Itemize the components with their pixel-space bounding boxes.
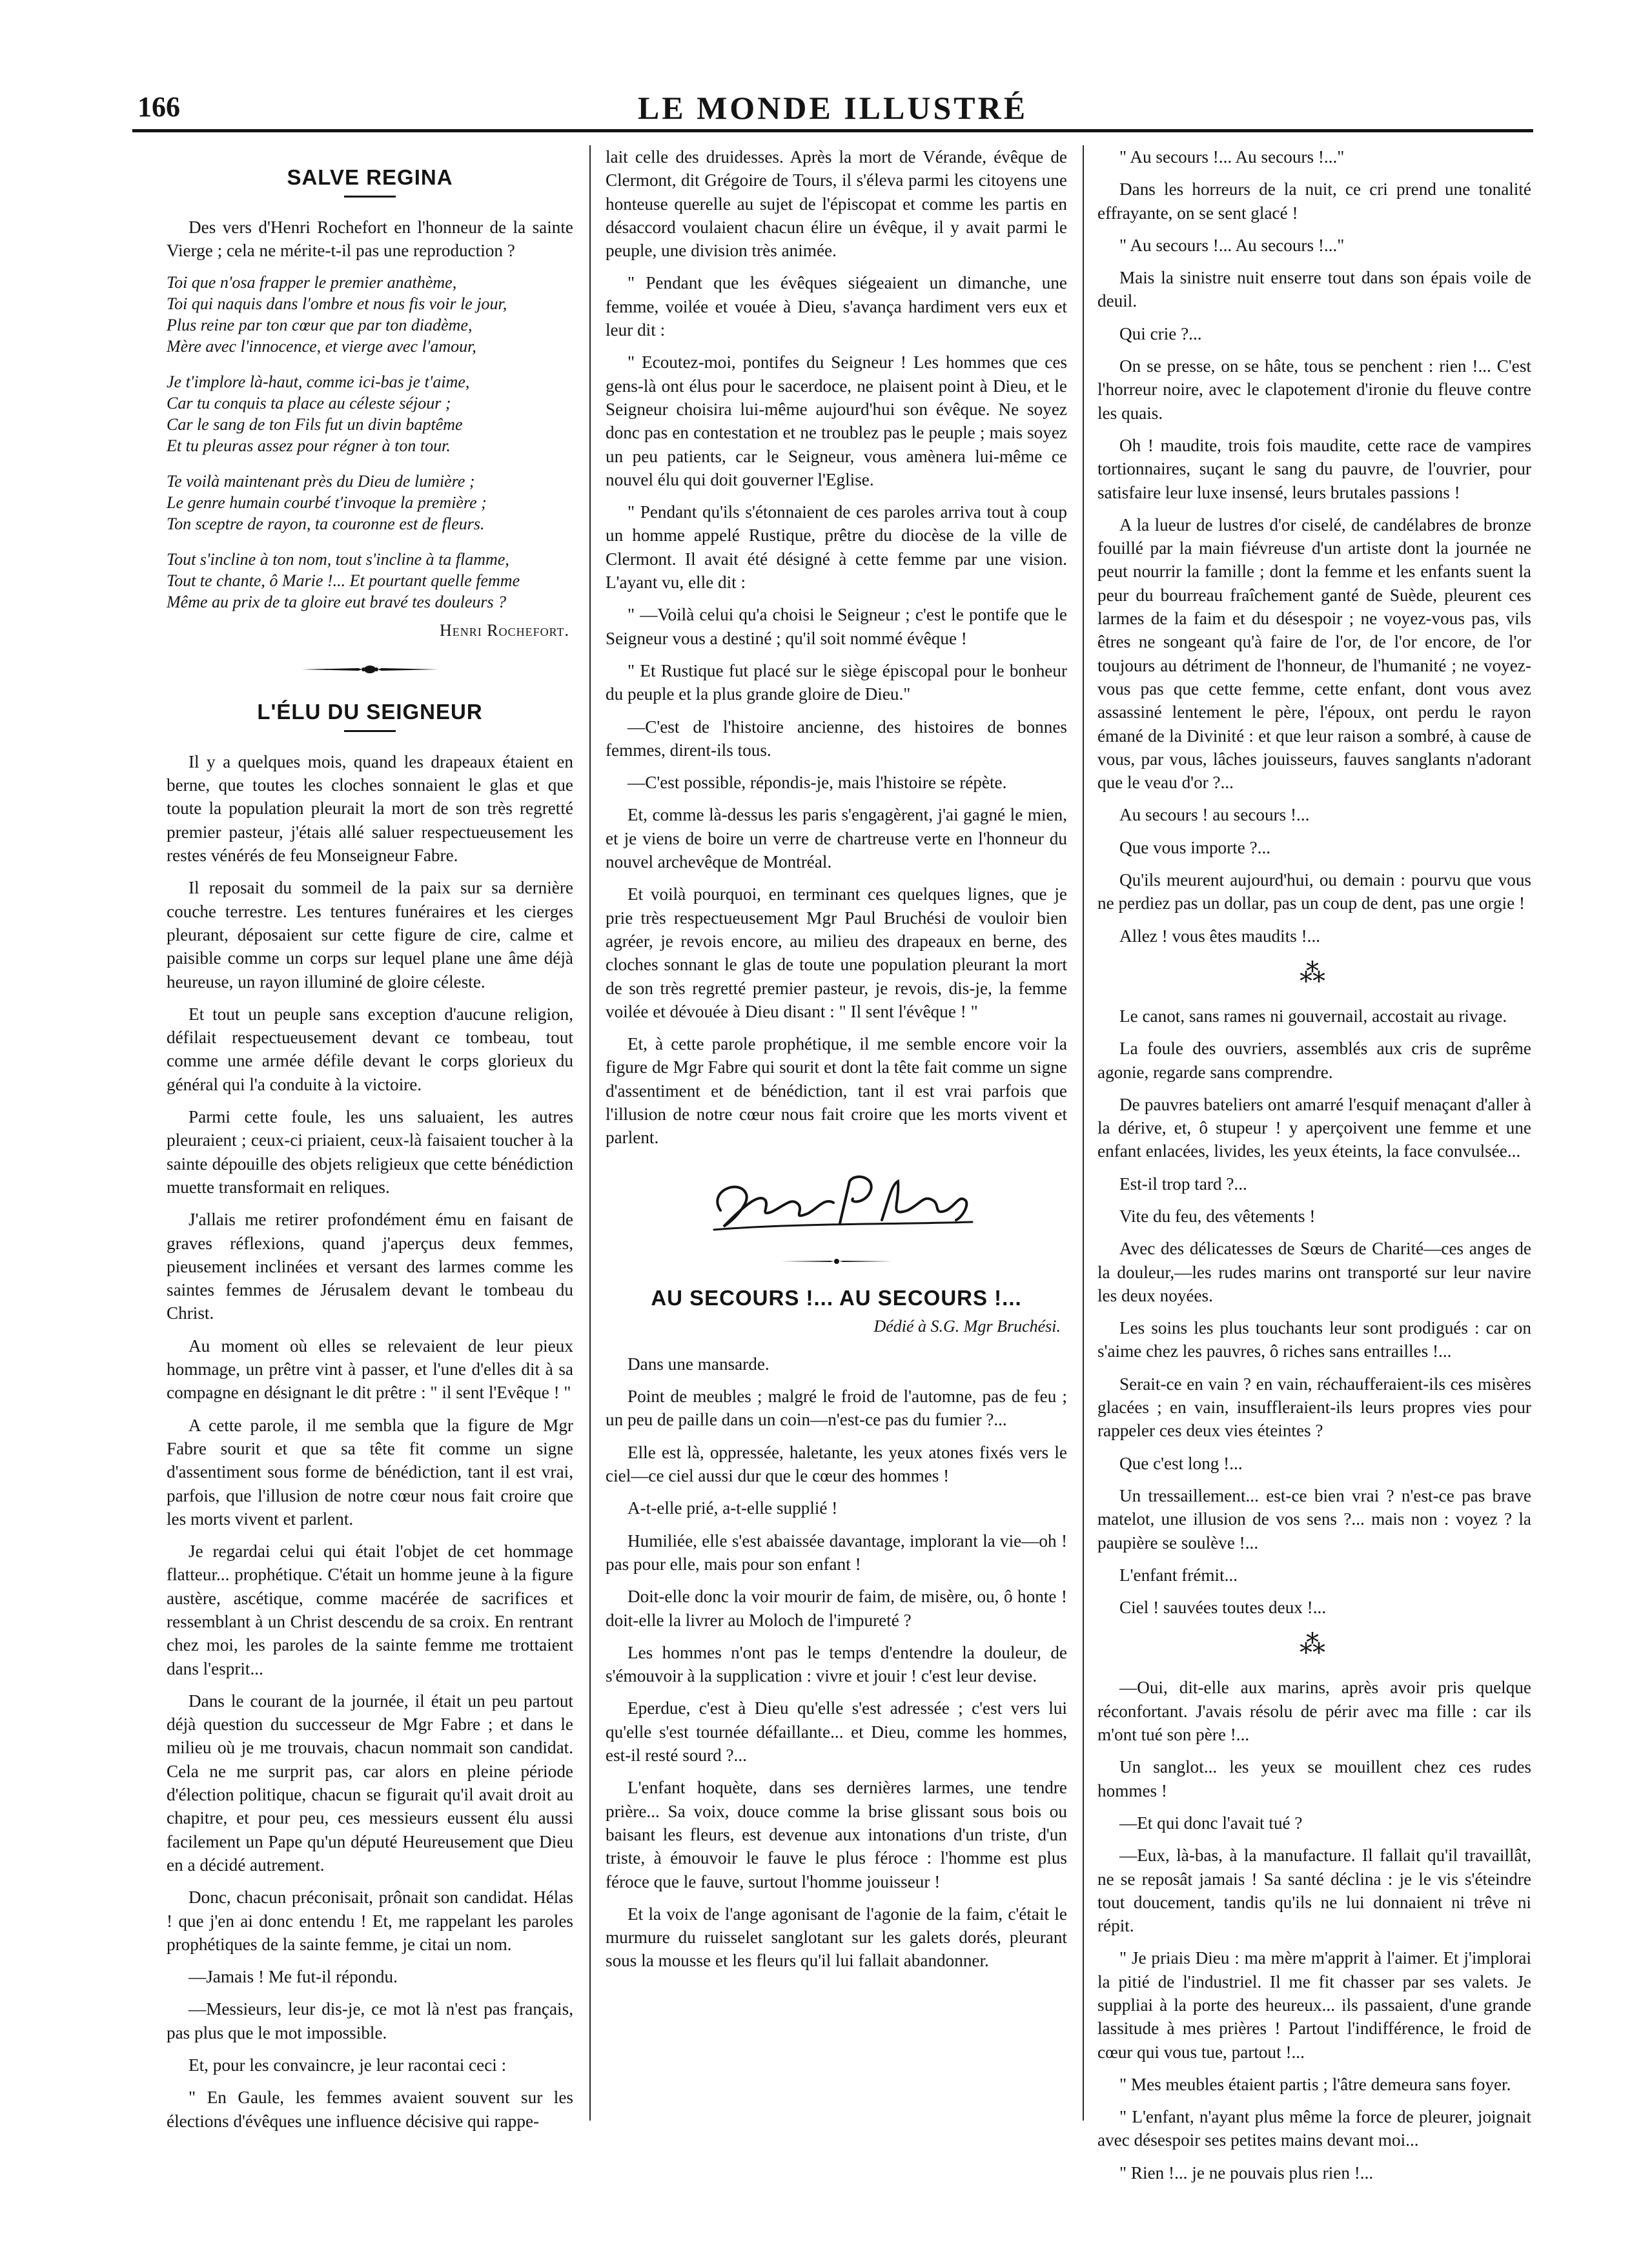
paragraph: Au moment où elles se relevaient de leur pieux hommage, un prêtre vint à passer, et l'une d'elles dit à sa compagne en désignant le dit prêtre : " il sent l'Evêque ! ": [167, 1336, 573, 1403]
paragraph: Dans une mansarde.: [627, 1354, 770, 1374]
paragraph: Doit-elle donc la voir mourir de faim, de misère, ou, ô honte ! doit-elle la livrer au Moloch de l'impureté ?: [606, 1587, 1067, 1630]
paragraph: Elle est là, oppressée, haletante, les yeux atones fixés vers le ciel—ce ciel aussi dur que le cœur des hommes !: [606, 1442, 1067, 1486]
poem-line: Car le sang de ton Fils fut un divin baptême: [167, 414, 463, 434]
paragraph: " Rien !... je ne pouvais plus rien !...: [1119, 2163, 1374, 2183]
paragraph: " Et Rustique fut placé sur le siège épiscopal pour le bonheur du peuple et la plus grande gloire de Dieu.": [606, 660, 1067, 704]
poem-stanza: [167, 471, 573, 534]
paragraph: Des vers d'Henri Rochefort en l'honneur de la sainte Vierge ; cela ne mérite-t-il pas une reproduction ?: [167, 218, 573, 261]
paragraph: —C'est de l'histoire ancienne, des histoires de bonnes femmes, dirent-ils tous.: [606, 717, 1067, 760]
paragraph: Que c'est long !...: [1119, 1453, 1243, 1473]
paragraph: " En Gaule, les femmes avaient souvent sur les élections d'évêques une influence décisive qui rappe-: [167, 2088, 573, 2131]
poem-line: Toi que n'osa frapper le premier anathème,: [167, 272, 457, 292]
paragraph: —Et qui donc l'avait tué ?: [1119, 1813, 1303, 1833]
paragraph: Dans les horreurs de la nuit, ce cri prend une tonalité effrayante, on se sent glacé !: [1097, 179, 1531, 223]
paragraph: lait celle des druidesses. Après la mort de Vérande, évêque de Clermont, dit Grégoire de Tours, il s'éleva parmi les citoyens une honteuse querelle au sujet de l'épiscopat et comme les partis en désaccord voulaient chacun élire un évêque, il y avait parmi le peuple, une division très animée.: [606, 147, 1067, 261]
article-title: L'ÉLU DU SEIGNEUR: [257, 699, 483, 724]
masthead: LE MONDE ILLUSTRÉ: [637, 90, 1028, 126]
paragraph: —Messieurs, leur dis-je, ce mot là n'est pas français, pas plus que le mot impossible.: [167, 1999, 573, 2042]
poem-line: Tout te chante, ô Marie !... Et pourtant quelle femme: [167, 571, 520, 590]
paragraph: Et, comme là-dessus les paris s'engagèrent, j'ai gagné le mien, et je viens de boire un verre de chartreuse verte en l'honneur du nouvel archevêque de Montréal.: [606, 805, 1067, 872]
poem-stanza: [167, 549, 573, 613]
paragraph: —Eux, là-bas, à la manufacture. Il fallait qu'il travaillât, ne se reposât jamais ! Sa santé déclina : je le vis s'éteindre tout doucement, tandis qu'ils ne lui donnaient ni trêve ni répit.: [1097, 1846, 1531, 1936]
column-rule: [1083, 145, 1084, 2121]
paragraph: Donc, chacun préconisait, prônait son candidat. Hélas ! que j'en ai donc entendu ! Et, me rappelant les paroles prophétiques de la sainte femme, je citai un nom.: [167, 1888, 573, 1954]
paragraph: Mais la sinistre nuit enserre tout dans son épais voile de deuil.: [1097, 268, 1531, 311]
paragraph: Oh ! maudite, trois fois maudite, cette race de vampires tortionnaires, suçant le sang du pauvre, de l'ouvrier, pour satisfaire leur luxe insensé, leurs brutales passions !: [1097, 435, 1531, 502]
paragraph: " —Voilà celui qu'a choisi le Seigneur ; c'est le pontife que le Seigneur vous a destiné ; qu'il soit nommé évêque !: [606, 605, 1067, 648]
ornament-divider-icon: [299, 662, 441, 677]
poem-line: Car tu conquis ta place au céleste séjour ;: [167, 393, 451, 412]
poem-line: Tout s'incline à ton nom, tout s'incline à ta flamme,: [167, 549, 509, 569]
dedication: Dédié à S.G. Mgr Bruchési.: [873, 1316, 1061, 1336]
poem-line: Et tu pleuras assez pour régner à ton tour.: [167, 436, 451, 455]
paragraph: Et, pour les convaincre, je leur racontai ceci :: [189, 2055, 507, 2075]
paragraph: Et la voix de l'ange agonisant de l'agonie de la faim, c'était le murmure du ruisselet sanglotant sur les galets dorés, pleurant sous la mousse et les fleurs qu'il lui fallait abandonner.: [606, 1904, 1067, 1971]
paragraph: L'enfant hoquète, dans ses dernières larmes, une tendre prière... Sa voix, douce comme la brise glissant sous bois ou baisant les fleurs, est devenue aux intonations d'un triste, d'un triste, à émouvoir le fauve le plus féroce : l'homme est plus féroce que le fauve, surtout l'homme jouisseur !: [606, 1778, 1067, 1891]
paragraph: Serait-ce en vain ? en vain, réchaufferaient-ils ces misères glacées ; en vain, insuffleraient-ils leurs propres vies pour rappeler ces deux vies éteintes ?: [1097, 1374, 1531, 1441]
paragraph: Dans le courant de la journée, il était un peu partout déjà question du successeur de Mgr Fabre ; et dans le milieu où je me trouvais, chacun nommait son candidat. Cela ne me surprit pas, car alors en pleine période d'élection politique, chacun se figurait qu'il avait droit au chapitre, et pour peu, ces messieurs eussent élu aussi facilement un Pape qu'un député Heureusement que Dieu en a décidé autrement.: [167, 1691, 573, 1875]
paragraph: Avec des délicatesses de Sœurs de Charité—ces anges de la douleur,—les rudes marins ont transporté sur leur navire les deux noyées.: [1097, 1239, 1531, 1305]
paragraph: " Au secours !... Au secours !...": [1119, 147, 1345, 167]
paragraph: Je regardai celui qui était l'objet de cet hommage flatteur... prophétique. C'était un homme jeune à la figure austère, ascétique, comme macérée de sacrifices et ressemblant à un Christ descendu de sa croix. En rentrant chez moi, les paroles de la sainte femme me trottaient dans l'esprit...: [167, 1542, 573, 1678]
column-rule: [589, 145, 591, 2121]
paragraph: Qui crie ?...: [1119, 323, 1202, 343]
title-rule: [344, 196, 396, 198]
title-rule: [344, 730, 396, 732]
poem-line: Toi qui naquis dans l'ombre et nous fis voir le jour,: [167, 294, 507, 313]
paragraph: " Je priais Dieu : ma mère m'apprit à l'aimer. Et j'implorai la pitié de l'industriel. Il me fit chasser par ses valets. Je suppliai à la porte des heureux... ils passaient, d'une grande lassitude à mes prières ! Partout l'indifférence, le froid de cœur qui vous tue, partout !...: [1097, 1948, 1531, 2062]
article-title: AU SECOURS !... AU SECOURS !...: [651, 1285, 1022, 1310]
poem-line: Plus reine par ton cœur que par ton diadème,: [167, 315, 473, 334]
page-number: 166: [138, 91, 180, 123]
header-rule: [132, 129, 1533, 132]
paragraph: —Jamais ! Me fut-il répondu.: [189, 1967, 398, 1987]
paragraph: J'allais me retirer profondément ému en faisant de graves réflexions, quand j'aperçus deux femmes, pieusement inclinées et versant des larmes comme les saintes femmes de Jérusalem devant le tombeau du Christ.: [167, 1210, 573, 1323]
paragraph: Et tout un peuple sans exception d'aucune religion, défilait respectueusement devant ce tombeau, tout comme une armée défile devant le corps glorieux du général qui l'a conduite à la victoire.: [167, 1004, 573, 1094]
paragraph: " Mes meubles étaient partis ; l'âtre demeura sans foyer.: [1119, 2074, 1511, 2094]
poem-line: Le genre humain courbé t'invoque la première ;: [167, 493, 487, 512]
handwritten-signature: [695, 1165, 979, 1243]
paragraph: " Pendant que les évêques siégeaient un dimanche, une femme, voilée et vouée à Dieu, s'avança hardiment vers eux et leur dit :: [606, 273, 1067, 340]
poem-line: Mère avec l'innocence, et vierge avec l'amour,: [167, 336, 476, 356]
paragraph: —Oui, dit-elle aux marins, après avoir pris quelque réconfortant. J'avais résolu de périr avec ma fille : car ils m'ont tué son père !...: [1097, 1678, 1531, 1745]
paragraph: La foule des ouvriers, assemblés aux cris de suprême agonie, regarde sans comprendre.: [1097, 1039, 1531, 1082]
asterism-divider: ⁂: [1300, 958, 1329, 988]
paragraph: De pauvres bateliers ont amarré l'esquif menaçant d'aller à la dérive, et, ô stupeur ! y aperçoivent une femme et une enfant enlacées, livides, les yeux éteints, la face convulsée...: [1097, 1094, 1531, 1161]
paragraph: Et, à cette parole prophétique, il me semble encore voir la figure de Mgr Fabre qui sourit et dont la tête fait comme un signe d'assentiment et de bénédiction, tant il est vrai parfois que l'illusion de notre cœur nous fait croire que les morts vivent et parlent.: [606, 1034, 1067, 1148]
paragraph: Est-il trop tard ?...: [1119, 1174, 1247, 1194]
poem: [167, 272, 573, 613]
paragraph: Les hommes n'ont pas le temps d'entendre la douleur, de s'émouvoir à la supplication : vivre et jouir ! c'est leur devise.: [606, 1642, 1067, 1686]
paragraph: Eperdue, c'est à Dieu qu'elle s'est adressée ; c'est vers lui qu'elle s'est tournée défaillante... et Dieu, comme les hommes, est-il resté sourd ?...: [606, 1698, 1067, 1766]
poem-stanza: [167, 371, 573, 456]
paragraph: On se presse, on se hâte, tous se penchent : rien !... C'est l'horreur noire, avec le clapotement d'ironie du fleuve contre les quais.: [1097, 356, 1531, 423]
paragraph: A cette parole, il me sembla que la figure de Mgr Fabre sourit et que sa tête fit comme un signe d'assentiment sous forme de bénédiction, tant il est vrai, parfois, que l'illusion de notre cœur nous fait croire que les morts vivent et parlent.: [167, 1415, 573, 1529]
paragraph: Parmi cette foule, les uns saluaient, les autres pleuraient ; ceux-ci priaient, ceux-là faisaient toucher à la sainte dépouille des objets religieux que cette bénédiction muette transformait en reliques.: [167, 1107, 573, 1197]
paragraph: Au secours ! au secours !...: [1119, 805, 1310, 825]
paragraph: Que vous importe ?...: [1119, 837, 1271, 857]
page-header: [132, 89, 1533, 127]
paragraph: Les soins les plus touchants leur sont prodigués : car on s'aime chez les pauvres, ô riches sans entrailles !...: [1097, 1318, 1531, 1361]
paragraph: Il y a quelques mois, quand les drapeaux étaient en berne, que toutes les cloches sonnaient le glas et que toute la population pleurait la mort de son très regretté premier pasteur, j'étais allé saluer respectueusement les restes vénérés de feu Monseigneur Fabre.: [167, 751, 573, 866]
ornament-divider-icon: [779, 1257, 895, 1266]
paragraph: A la lueur de lustres d'or ciselé, de candélabres de bronze fouillé par la main fiévreuse d'un artiste dont la journée ne peut nourrir la famille ; dont la femme et les enfants suent la peur du bourreau fraîchement ganté de Suède, pleurent ces larmes de la faim et du désespoir ; ne voyez-vous pas, vils êtres ne songeant qu'à faire de l'or, de l'or encore, de l'or toujours au détriment de l'honneur, de l'humanité ; ne voyez-vous pas que cette femme, cette enfant, dont vous avez assassiné lentement le père, l'époux, ont perdu le rayon émané de la Divinité : et que leur raison a sombré, à cause de vous, par vous, lâches jouisseurs, fauves sanglants n'adorant que le veau d'or ?...: [1097, 514, 1531, 793]
paragraph: Il reposait du sommeil de la paix sur sa dernière couche terrestre. Les tentures funéraires et les cierges pleurant, déposaient sur cette figure de cire, calme et paisible comme un corps sur lequel plane une âme déjà heureuse, un rayon illuminé de gloire céleste.: [167, 878, 573, 992]
poem-stanza: [167, 272, 573, 357]
paragraph: Un tressaillement... est-ce bien vrai ? n'est-ce pas brave matelot, une illusion de vos sens ?... mais non : voyez ? la paupière se soulève !...: [1097, 1485, 1531, 1552]
paragraph: L'enfant frémit...: [1119, 1565, 1238, 1585]
author-signature: Henri Rochefort.: [439, 620, 569, 640]
paragraph: Et voilà pourquoi, en terminant ces quelques lignes, que je prie très respectueusement Mgr Paul Bruchési de vouloir bien agréer, je revois encore, au milieu des drapeaux en berne, des cloches sonnant le glas de toute une population pleurant la mort de son très regretté premier pasteur, je revois, dis-je, la femme voilée et dévouée à Dieu disant : " Il sent l'évêque ! ": [606, 884, 1067, 1021]
paragraph: Un sanglot... les yeux se mouillent chez ces rudes hommes !: [1097, 1757, 1531, 1800]
asterism-divider: ⁂: [1300, 1630, 1329, 1660]
paragraph: Ciel ! sauvées toutes deux !...: [1119, 1598, 1327, 1618]
paragraph: Point de meubles ; malgré le froid de l'automne, pas de feu ; un peu de paille dans un coin—n'est-ce pas du fumier ?...: [606, 1387, 1067, 1430]
paragraph: Allez ! vous êtes maudits !...: [1119, 926, 1321, 946]
paragraph: Humiliée, elle s'est abaissée davantage, implorant la vie—oh ! pas pour elle, mais pour son enfant !: [606, 1531, 1067, 1574]
paragraph: " L'enfant, n'ayant plus même la force de pleurer, joignait avec désespoir ses petites mains devant moi...: [1097, 2107, 1531, 2150]
column-3: [1097, 145, 1531, 2183]
paragraph: " Ecoutez-moi, pontifes du Seigneur ! Les hommes que ces gens-là ont élus pour le sacerdoce, ne plaisent point à Dieu, et le Seigneur choisira lui-même aujourd'hui son évêque. Ne soyez donc pas en contestation et ne troublez pas le peuple ; mais soyez un peu patients, car le Seigneur, vous amènera lui-même ce nouvel élu qui doit gouverner l'Eglise.: [606, 352, 1067, 489]
paragraph: Qu'ils meurent aujourd'hui, ou demain : pourvu que vous ne perdiez pas un dollar, pas un coup de dent, pas une orgie !: [1097, 870, 1531, 913]
paragraph: Le canot, sans rames ni gouvernail, accostait au rivage.: [1119, 1006, 1507, 1026]
article-title: SALVE REGINA: [287, 165, 453, 189]
paragraph: " Au secours !... Au secours !...": [1119, 235, 1345, 255]
paragraph: A-t-elle prié, a-t-elle supplié !: [627, 1498, 838, 1518]
paragraph: Vite du feu, des vêtements !: [1119, 1206, 1316, 1226]
column-2: [606, 145, 1067, 2127]
paragraph: " Pendant qu'ils s'étonnaient de ces paroles arriva tout à coup un homme appelé Rustique, prêtre du diocèse de la ville de Clermont. Il avait été désigné à cette femme par une vision. L'ayant vu, elle dit :: [606, 502, 1067, 593]
poem-line: Ton sceptre de rayon, ta couronne est de fleurs.: [167, 514, 485, 533]
paragraph: —C'est possible, répondis-je, mais l'histoire se répète.: [627, 773, 1007, 793]
column-1: [167, 145, 573, 2131]
poem-line: Même au prix de ta gloire eut bravé tes douleurs ?: [167, 592, 507, 611]
poem-line: Te voilà maintenant près du Dieu de lumière ;: [167, 471, 475, 491]
poem-line: Je t'implore là-haut, comme ici-bas je t'aime,: [167, 372, 470, 391]
